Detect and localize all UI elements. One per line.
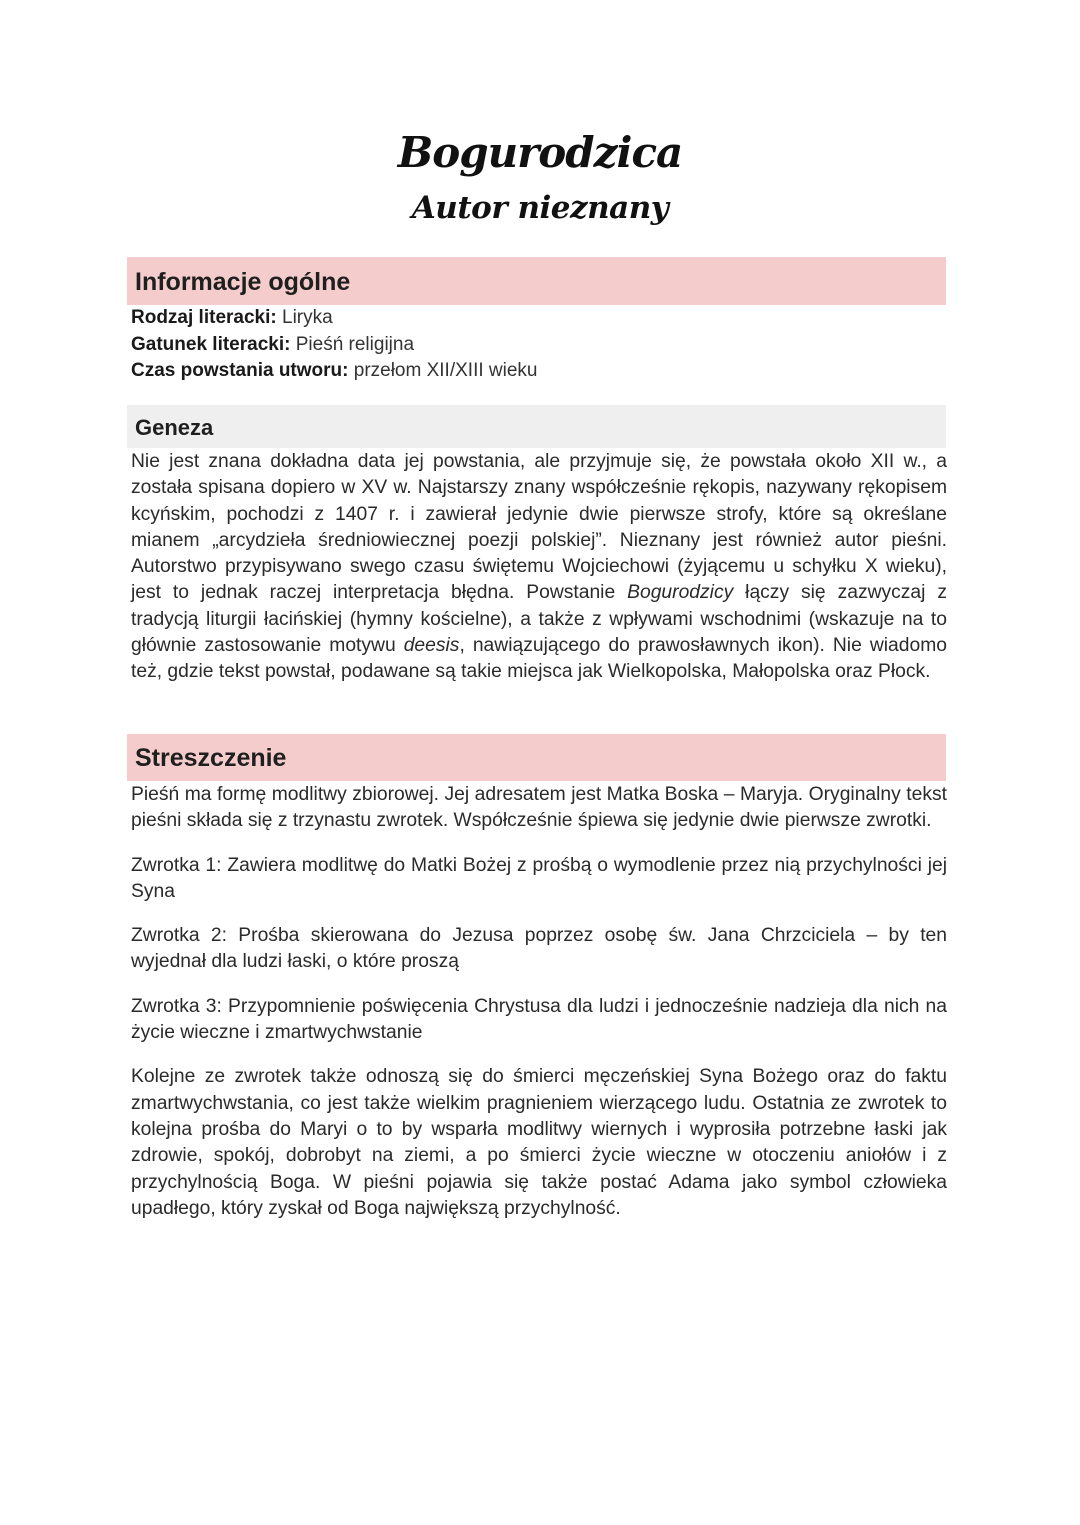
document-title: Bogurodzica bbox=[397, 128, 683, 177]
section-heading-streszczenie: Streszczenie bbox=[127, 734, 946, 781]
info-row-czas bbox=[131, 358, 537, 385]
info-list bbox=[131, 305, 537, 385]
info-label: Czas powstania utworu: bbox=[131, 360, 349, 381]
streszczenie-text bbox=[131, 782, 947, 1240]
info-value: przełom XII/XIII wieku bbox=[353, 360, 538, 381]
info-value: Liryka bbox=[282, 307, 333, 328]
info-row-gatunek bbox=[131, 332, 537, 359]
zwrotka-2-paragraph: Zwrotka 2: Prośba skierowana do Jezusa poprzez osobę św. Jana Chrzciciela – by ten wyjednał dla ludzi łaski, o które proszą bbox=[131, 925, 947, 973]
document-subtitle: Autor nieznany bbox=[411, 190, 669, 226]
zwrotka-1-paragraph: Zwrotka 1: Zawiera modlitwę do Matki Bożej z prośbą o wymodlenie przez nią przychylności jej Syna bbox=[131, 854, 947, 902]
info-value: Pieśń religijna bbox=[295, 333, 415, 355]
italic-term: deesis bbox=[403, 635, 460, 657]
zwrotka-3-paragraph: Zwrotka 3: Przypomnienie poświęcenia Chrystusa dla ludzi i jednocześnie nadzieja dla nich na życie wieczne i zmartwychwstanie bbox=[131, 995, 947, 1044]
italic-title: Bogurodzicy bbox=[627, 582, 734, 604]
section-heading-geneza: Geneza bbox=[127, 405, 946, 448]
info-row-rodzaj bbox=[131, 305, 537, 332]
geneza-paragraph bbox=[131, 449, 947, 686]
streszczenie-closing-paragraph: Kolejne ze zwrotek także odnoszą się do śmierci męczeńskiej Syna Bożego oraz do faktu zmartwychwstania, co jest także wielkim pragnieniem wierzącego ludu. Ostatnia ze zwrotek to kolejna prośba do Maryi o to by wsparła modlitwy wiernych i wyprosiła potrzebne łaski jak zdrowie, spokój, dobrobyt na ziemi, a po śmierci życie wieczne w otoczeniu aniołów i z przychylnością Boga. W pieśni pojawia się także postać Adama jako symbol człowieka upadłego, który zyskał od Boga największą przychylność. bbox=[131, 1066, 947, 1219]
section-heading-info: Informacje ogólne bbox=[127, 257, 946, 305]
info-label: Gatunek literacki: bbox=[131, 333, 291, 355]
text-run: Nie jest znana dokładna data jej powstania, ale przyjmuje się, że powstała około XII w., a została spisana dopiero w XV w. Najstarszy znany współcześnie rękopis, nazywany rękopisem kcyńskim, pochodzi z 1407 r. i zawierał jedynie dwie pierwsze strofy, które są określane mianem „arcydzieła średniowiecznej poezji polskiej”. Nieznany jest również autor pieśni. Autorstwo przypisywano swego czasu świętemu Wojciechowi (żyjącemu u schyłku X wieku), jest to jednak raczej interpretacja błędna. Powstanie bbox=[131, 451, 947, 604]
text-run: , nawiązującego do prawosławnych ikon). Nie wiadomo też, gdzie tekst powstał, podawane są takie miejsca jak Wielkopolska, Małopolska oraz Płock. bbox=[131, 635, 947, 683]
info-label: Rodzaj literacki: bbox=[131, 307, 277, 328]
geneza-text bbox=[131, 449, 947, 686]
streszczenie-paragraph: Pieśń ma formę modlitwy zbiorowej. Jej adresatem jest Matka Boska – Maryja. Oryginalny tekst pieśni składa się z trzynastu zwrotek. Współcześnie śpiewa się jedynie dwie pierwsze zwrotki. bbox=[131, 784, 947, 832]
text-run: łączy się zazwyczaj z tradycją liturgii łacińskiej (hymny kościelne), a także z wpływami wschodnimi (wskazuje na to głównie zastosowanie motywu bbox=[131, 582, 947, 657]
